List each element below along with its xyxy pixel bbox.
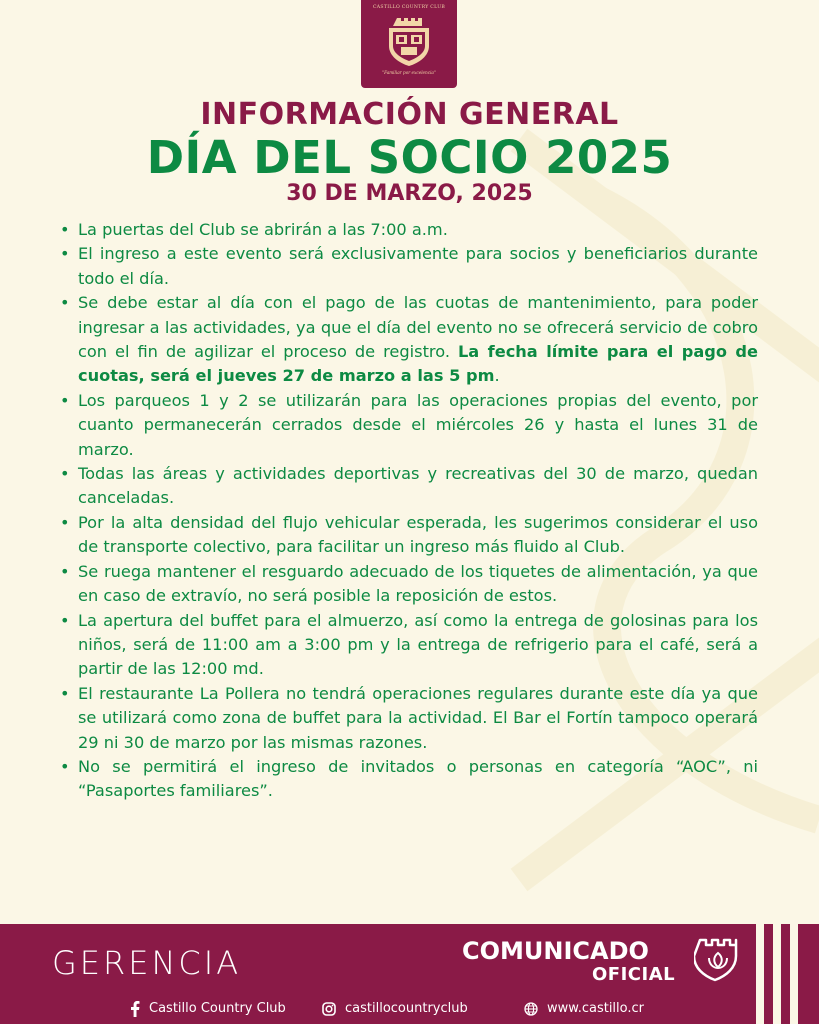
- list-item: [60, 462, 758, 511]
- comunicado-label: COMUNICADO: [462, 937, 649, 965]
- instagram-link[interactable]: [322, 1001, 468, 1017]
- footer-stripe: [790, 924, 798, 1024]
- item-text: El restaurante La Pollera no tendrá operaciones regulares durante este día ya que se utilizará como zona de buffet para la actividad. El Bar el Fortín tampoco operará 29 ni 30 de marzo por las mismas razones.: [78, 683, 758, 752]
- logo-tagline: "Familiar por excelencia": [382, 70, 436, 75]
- item-text: La apertura del buffet para el almuerzo, así como la entrega de golosinas para los niños, será de 11:00 am a 3:00 pm y la entrega de refrigerio para el café, será a partir de las 12:00 md.: [78, 610, 758, 679]
- item-text: El ingreso a este evento será exclusivamente para socios y beneficiarios durante todo el día.: [78, 244, 758, 288]
- bullet-icon: •: [60, 756, 70, 776]
- instagram-handle: castillocountryclub: [345, 1001, 468, 1016]
- bullet-icon: •: [60, 610, 70, 630]
- list-item: [60, 609, 758, 682]
- event-date: 30 DE MARZO, 2025: [286, 181, 533, 206]
- list-item: [60, 511, 758, 560]
- globe-icon: [524, 1002, 538, 1016]
- item-text: Todas las áreas y actividades deportivas y recreativas del 30 de marzo, quedan canceladas.: [78, 464, 758, 508]
- website-url: www.castillo.cr: [547, 1001, 645, 1016]
- castle-shield-icon: [694, 936, 742, 984]
- item-text: Se ruega mantener el resguardo adecuado de los tiquetes de alimentación, ya que en caso de extravío, no será posible la reposición de estos.: [78, 561, 758, 606]
- facebook-icon: [130, 1001, 140, 1017]
- list-item: [60, 560, 758, 609]
- list-item: [60, 682, 758, 755]
- list-item: [60, 291, 758, 389]
- bullet-icon: •: [60, 390, 70, 410]
- facebook-handle: Castillo Country Club: [149, 1001, 286, 1016]
- bullet-icon: •: [60, 293, 70, 313]
- item-text: Los parqueos 1 y 2 se utilizarán para las operaciones propias del evento, por cuanto permanecerán cerrados desde el miércoles 26 y hasta el lunes 31 de marzo.: [78, 390, 758, 459]
- bullet-icon: •: [60, 512, 70, 532]
- item-text: Se debe estar al día con el pago de las cuotas de mantenimiento, para poder ingresar a las actividades, ya que el día del evento no se ofrecerá servicio de cobro con el fin de agilizar el proceso de registro.: [78, 293, 758, 362]
- oficial-label: OFICIAL: [592, 964, 676, 985]
- item-text: Por la alta densidad del flujo vehicular esperada, les sugerimos considerar el uso de transporte colectivo, para facilitar un ingreso más fluido al Club.: [78, 512, 758, 557]
- logo-name: CASTILLO COUNTRY CLUB: [372, 5, 446, 10]
- page-title: INFORMACIÓN GENERAL: [200, 97, 619, 132]
- bullet-icon: •: [60, 244, 70, 264]
- deadline-highlight: La fecha límite para el pago de cuotas, será el jueves 27 de marzo a las 5 pm: [78, 342, 759, 386]
- bullet-icon: •: [60, 683, 70, 703]
- bullet-icon: •: [60, 220, 70, 239]
- footer-stripe: [756, 924, 764, 1024]
- bullet-icon: •: [60, 464, 70, 484]
- item-text: La puertas del Club se abrirán a las 7:00 a.m.: [78, 220, 448, 239]
- list-item: [60, 218, 758, 242]
- instagram-icon: [322, 1002, 336, 1016]
- item-text: No se permitirá el ingreso de invitados o personas en categoría “AOC”, ni “Pasaportes familiares”.: [78, 756, 758, 801]
- footer: [0, 924, 819, 1024]
- bullet-icon: •: [60, 561, 70, 581]
- facebook-link[interactable]: [130, 1001, 286, 1017]
- castle-crest-icon: [383, 12, 435, 68]
- list-item: [60, 389, 758, 462]
- header: [0, 98, 819, 206]
- website-link[interactable]: [524, 1001, 644, 1017]
- info-list: [60, 218, 758, 804]
- department-label: GERENCIA: [52, 944, 242, 982]
- footer-stripe: [773, 924, 781, 1024]
- club-logo: [361, 0, 457, 88]
- item-text-end: .: [494, 366, 500, 386]
- list-item: [60, 755, 758, 804]
- event-title: DÍA DEL SOCIO 2025: [146, 131, 673, 184]
- list-item: [60, 242, 758, 291]
